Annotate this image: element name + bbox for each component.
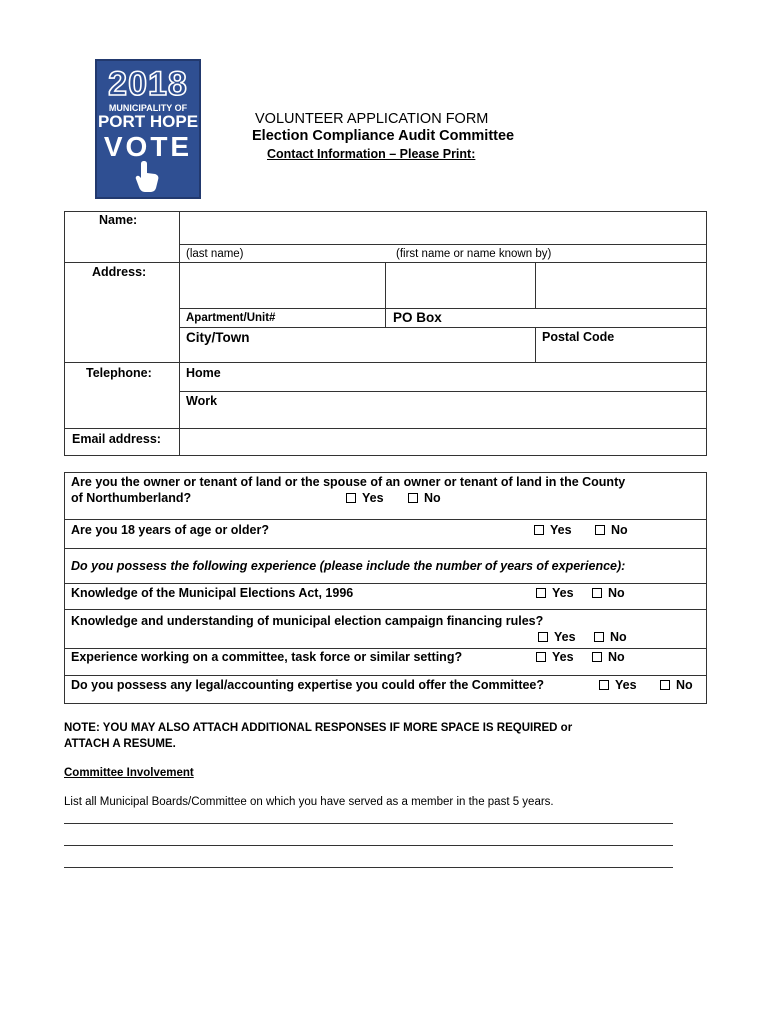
campaign-rules-yes-option[interactable] [538,630,576,645]
first-name-caption: (first name or name known by) [396,248,552,260]
hand-pointer-icon [135,159,161,193]
committee-experience-yes-option[interactable] [536,650,574,665]
checkbox-icon[interactable] [536,588,546,598]
answer-line[interactable] [64,867,673,868]
campaign-rules-question: Knowledge and understanding of municipal election campaign financing rules? [71,614,544,628]
checkbox-icon[interactable] [599,680,609,690]
city-town-field[interactable]: City/Town [186,330,250,345]
logo-year: 2018 [108,65,188,103]
contact-heading: Contact Information – Please Print: [267,147,476,161]
municipal-act-question: Knowledge of the Municipal Elections Act, 1996 [71,586,354,600]
form-title: VOLUNTEER APPLICATION FORM [255,111,489,127]
last-name-caption: (last name) [186,248,244,260]
age-yes-option[interactable] [534,523,572,538]
telephone-label: Telephone: [86,366,152,380]
note-line2: ATTACH A RESUME. [64,738,176,750]
checkbox-icon[interactable] [538,632,548,642]
email-input[interactable] [181,430,705,454]
age-question: Are you 18 years of age or older? [71,523,269,537]
address-label: Address: [92,265,147,279]
legal-expertise-question: Do you possess any legal/accounting expertise you could offer the Committee? [71,678,545,692]
home-phone-field[interactable]: Home [186,366,221,380]
po-box-field[interactable]: PO Box [393,310,442,325]
yes-label: Yes [615,678,637,692]
age-no-option[interactable] [595,523,628,538]
checkbox-icon[interactable] [594,632,604,642]
logo-line3: VOTE [103,131,193,162]
owner-yes-option[interactable] [346,491,384,506]
legal-no-option[interactable] [660,678,693,693]
checkbox-icon[interactable] [536,652,546,662]
yes-label: Yes [552,650,574,664]
checkbox-icon[interactable] [592,588,602,598]
checkbox-icon[interactable] [408,493,418,503]
municipal-act-no-option[interactable] [592,586,625,601]
committee-involvement-heading: Committee Involvement [64,767,194,779]
legal-yes-option[interactable] [599,678,637,693]
owner-question-line1: Are you the owner or tenant of land or the spouse of an owner or tenant of land in the County [71,475,626,489]
logo-line2: PORT HOPE [97,112,199,131]
yes-label: Yes [362,491,384,505]
answer-line[interactable] [64,845,673,846]
checkbox-icon[interactable] [534,525,544,535]
address-street-input[interactable] [181,264,384,307]
name-input-area[interactable] [181,213,705,243]
experience-intro: Do you possess the following experience (please include the number of years of experience): [71,559,626,573]
no-label: No [608,650,625,664]
checkbox-icon[interactable] [660,680,670,690]
campaign-rules-no-option[interactable] [594,630,627,645]
checkbox-icon[interactable] [595,525,605,535]
no-label: No [676,678,693,692]
email-label: Email address: [72,432,161,446]
checkbox-icon[interactable] [346,493,356,503]
municipality-logo [95,59,201,199]
name-label: Name: [99,213,138,227]
address-line2-input[interactable] [387,264,534,307]
form-subtitle: Election Compliance Audit Committee [252,128,515,144]
no-label: No [610,630,627,644]
municipal-act-yes-option[interactable] [536,586,574,601]
postal-code-field[interactable]: Postal Code [542,330,615,344]
note-line1: NOTE: YOU MAY ALSO ATTACH ADDITIONAL RESPONSES IF MORE SPACE IS REQUIRED or [64,722,573,734]
address-line3-input[interactable] [537,264,705,307]
apartment-unit-field[interactable]: Apartment/Unit# [186,312,276,324]
committee-involvement-instruction: List all Municipal Boards/Committee on which you have served as a member in the past 5 years. [64,796,554,808]
checkbox-icon[interactable] [592,652,602,662]
committee-experience-no-option[interactable] [592,650,625,665]
answer-line[interactable] [64,823,673,824]
yes-label: Yes [552,586,574,600]
no-label: No [424,491,441,505]
yes-label: Yes [550,523,572,537]
owner-no-option[interactable] [408,491,441,506]
no-label: No [608,586,625,600]
no-label: No [611,523,628,537]
yes-label: Yes [554,630,576,644]
committee-experience-question: Experience working on a committee, task force or similar setting? [71,650,463,664]
logo-line1: MUNICIPALITY OF [108,103,188,113]
owner-question-line2: of Northumberland? [71,491,192,505]
work-phone-field[interactable]: Work [186,394,218,408]
